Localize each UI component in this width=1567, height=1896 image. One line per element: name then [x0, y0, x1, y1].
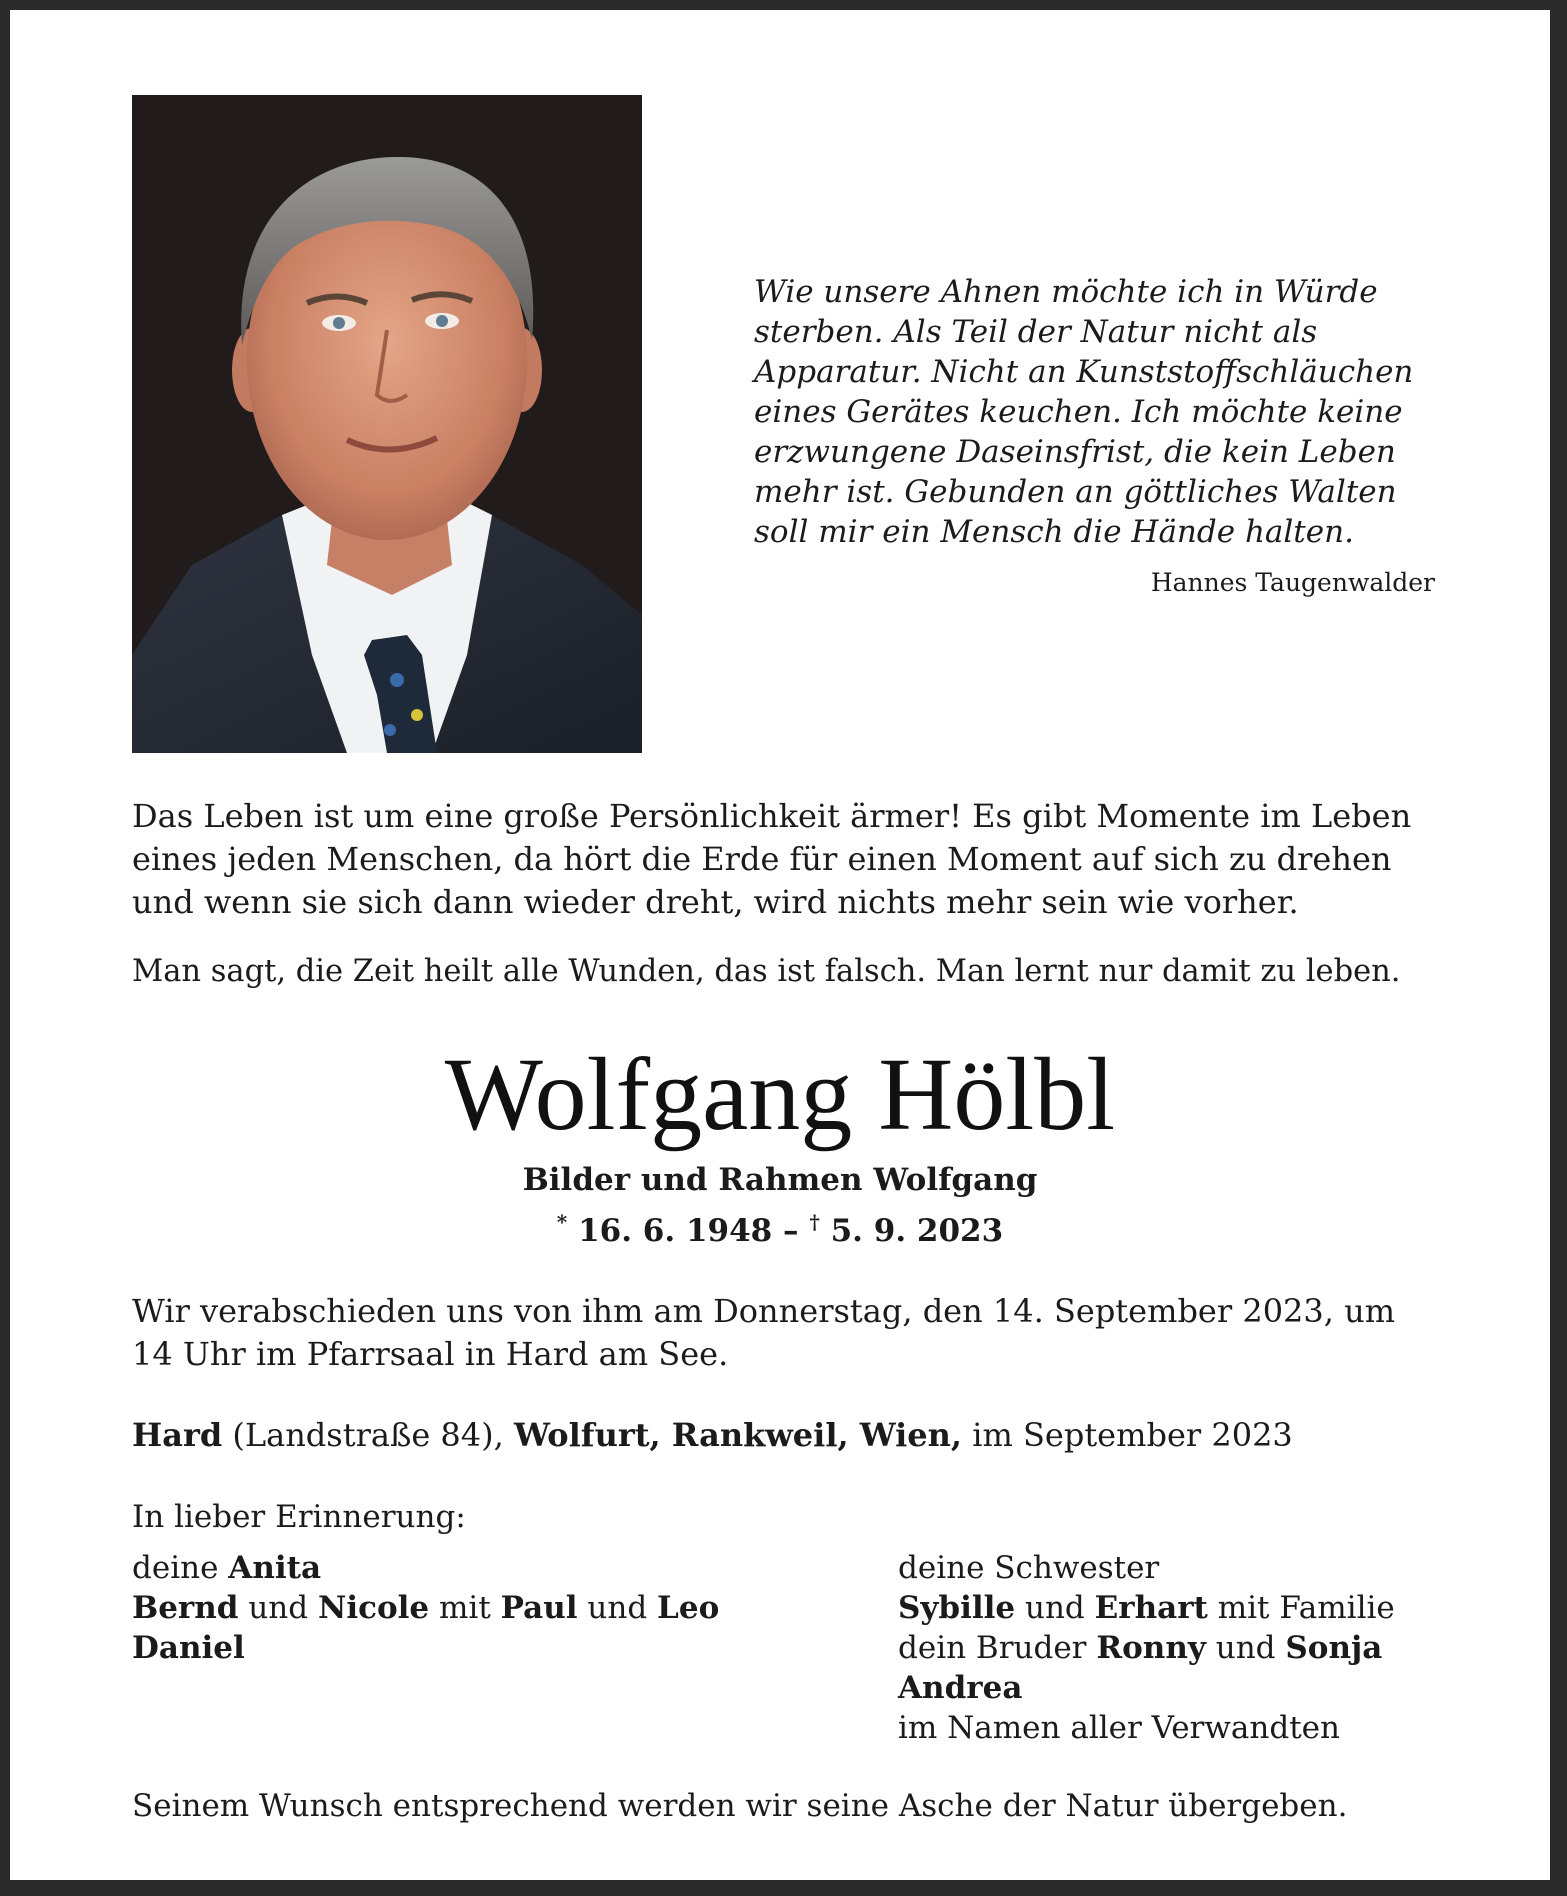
mourner-erhart: Erhart — [1094, 1590, 1208, 1626]
mourner-leo: Leo — [657, 1590, 720, 1626]
mourner-line — [132, 1548, 719, 1588]
date-separator: – — [783, 1213, 799, 1249]
funeral-paragraph — [132, 1290, 1442, 1376]
mourner-connector: und — [248, 1590, 309, 1626]
place-hard: Hard — [132, 1416, 223, 1454]
obituary-page — [10, 10, 1550, 1880]
mourners-left — [132, 1548, 719, 1668]
mourner-ronny: Ronny — [1096, 1630, 1206, 1666]
quote-line: sterben. Als Teil der Natur nicht als — [754, 314, 1318, 350]
quote-line: mehr ist. Gebunden an göttliches Walten — [754, 474, 1397, 510]
mourner-prefix: deine — [132, 1550, 219, 1586]
mourner-daniel: Daniel — [132, 1630, 245, 1666]
mourner-connector: und — [1215, 1630, 1276, 1666]
mourner-nicole: Nicole — [317, 1590, 430, 1626]
saying-paragraph: Man sagt, die Zeit heilt alle Wunden, das ist falsch. Man lernt nur damit zu leben. — [132, 954, 1401, 989]
intro-line: Das Leben ist um eine große Persönlichkeit ärmer! Es gibt Momente im Leben — [132, 797, 1412, 835]
quote-line: soll mir ein Mensch die Hände halten. — [754, 514, 1354, 550]
mourner-connector: und — [1025, 1590, 1085, 1626]
intro-line: eines jeden Menschen, da hört die Erde für einen Moment auf sich zu drehen — [132, 840, 1392, 878]
mourner-sonja: Sonja — [1285, 1630, 1383, 1666]
memorial-quote — [754, 272, 1454, 552]
death-date: 5. 9. 2023 — [830, 1213, 1004, 1249]
life-dates — [10, 1202, 1550, 1251]
mourner-relatives: im Namen aller Verwandten — [898, 1710, 1340, 1746]
funeral-line: 14 Uhr im Pfarrsaal in Hard am See. — [132, 1335, 729, 1373]
quote-line: Wie unsere Ahnen möchte ich in Würde — [754, 274, 1378, 310]
death-symbol: † — [809, 1210, 820, 1234]
birth-date: 16. 6. 1948 — [578, 1213, 773, 1249]
birth-symbol: * — [556, 1210, 568, 1234]
mourner-connector: und — [587, 1590, 648, 1626]
mourner-brother-label: dein Bruder — [898, 1630, 1087, 1666]
places-line — [132, 1414, 1442, 1457]
place-date: im September 2023 — [972, 1416, 1293, 1454]
deceased-name: Wolfgang Hölbl — [444, 1037, 1116, 1152]
mourner-sister-label: deine Schwester — [898, 1550, 1160, 1586]
memory-label: In lieber Erinnerung: — [132, 1499, 466, 1535]
place-others: Wolfurt, Rankweil, Wien, — [513, 1416, 963, 1454]
mourner-line — [898, 1588, 1395, 1628]
deceased-business: Bilder und Rahmen Wolfgang — [522, 1162, 1038, 1198]
closing-sentence: Seinem Wunsch entsprechend werden wir seine Asche der Natur übergeben. — [132, 1788, 1348, 1824]
mourner-line — [132, 1588, 719, 1628]
mourners-right — [898, 1548, 1395, 1748]
mourner-line — [898, 1628, 1395, 1668]
mourner-sybille: Sybille — [898, 1590, 1016, 1626]
intro-paragraph — [132, 795, 1442, 924]
funeral-line: Wir verabschieden uns von ihm am Donnerstag, den 14. September 2023, um — [132, 1292, 1396, 1330]
quote-line: eines Gerätes keuchen. Ich möchte keine — [754, 394, 1403, 430]
quote-line: erzwungene Daseinsfrist, die kein Leben — [754, 434, 1396, 470]
mourner-paul: Paul — [500, 1590, 578, 1626]
intro-line: und wenn sie sich dann wieder dreht, wird nichts mehr sein wie vorher. — [132, 883, 1299, 921]
portrait-illustration — [132, 95, 642, 753]
mourner-andrea: Andrea — [898, 1670, 1023, 1706]
mourner-bernd: Bernd — [132, 1590, 239, 1626]
place-address: (Landstraße 84), — [232, 1416, 504, 1454]
quote-author: Hannes Taugenwalder — [1150, 568, 1435, 597]
portrait-photo — [132, 95, 642, 753]
mourner-connector: mit — [439, 1590, 491, 1626]
quote-line: Apparatur. Nicht an Kunststoffschläuchen — [754, 354, 1414, 390]
mourner-family: mit Familie — [1217, 1590, 1395, 1626]
mourner-anita: Anita — [228, 1550, 322, 1586]
